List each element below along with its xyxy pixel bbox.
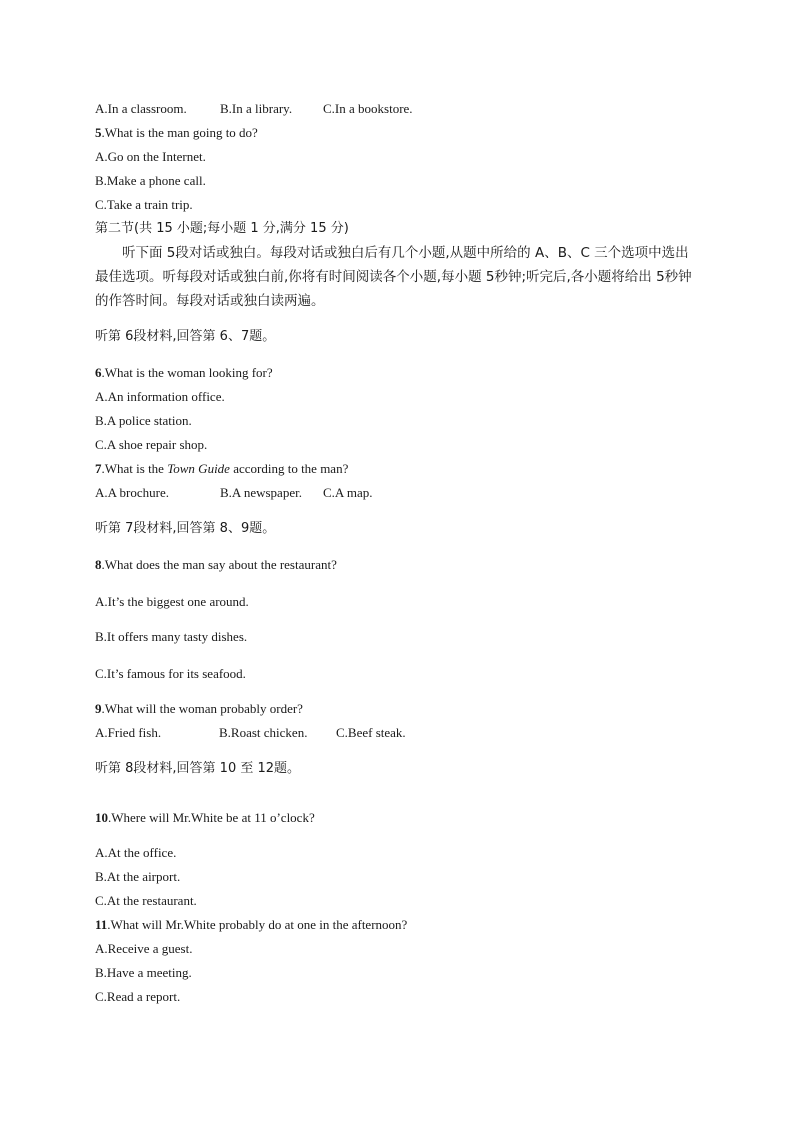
q6-option-b: B.A police station. — [95, 413, 192, 428]
q9-options — [95, 725, 406, 741]
q5-number: 5 — [95, 125, 102, 140]
q10-option-a: A.At the office. — [95, 845, 177, 860]
q8-option-b: B.It offers many tasty dishes. — [95, 629, 248, 644]
q11-text: .What will Mr.White probably do at one in the afternoon? — [107, 917, 408, 932]
q7-options — [95, 485, 372, 501]
section2-heading: 第二节(共 15 小题;每小题 1 分,满分 15 分) — [95, 221, 349, 236]
q6-text: .What is the woman looking for? — [101, 365, 273, 380]
q5-option-b: B.Make a phone call. — [95, 173, 206, 188]
q4-option-b: B.In a library. — [220, 101, 293, 116]
q4-options — [95, 101, 413, 117]
q9-question — [95, 701, 303, 717]
q7-option-b: B.A newspaper. — [220, 485, 302, 500]
material7-heading: 听第 7段材料,回答第 8、9题。 — [95, 521, 276, 536]
q7-question — [95, 461, 348, 477]
q5-question — [95, 125, 258, 141]
material6-heading: 听第 6段材料,回答第 6、7题。 — [95, 329, 276, 344]
q9-number: 9 — [95, 701, 102, 716]
q7-text-italic: Town Guide — [167, 461, 230, 476]
q7-option-a: A.A brochure. — [95, 485, 170, 500]
material8-heading: 听第 8段材料,回答第 10 至 12题。 — [95, 761, 301, 776]
q6-number: 6 — [95, 365, 102, 380]
q11-option-b: B.Have a meeting. — [95, 965, 192, 980]
q5-option-c: C.Take a train trip. — [95, 197, 193, 212]
q6-option-a: A.An information office. — [95, 389, 225, 404]
q10-question — [95, 810, 315, 826]
q8-option-a: A.It’s the biggest one around. — [95, 594, 249, 609]
q7-number: 7 — [95, 461, 102, 476]
q5-option-a: A.Go on the Internet. — [95, 149, 206, 164]
q6-question — [95, 365, 273, 381]
q9-option-b: B.Roast chicken. — [219, 725, 308, 740]
q10-option-c: C.At the restaurant. — [95, 893, 197, 908]
q10-text: .Where will Mr.White be at 11 o’clock? — [108, 810, 315, 825]
q11-question — [95, 917, 407, 933]
q9-option-c: C.Beef steak. — [336, 725, 406, 740]
q7-text-after: according to the man? — [229, 461, 349, 476]
q8-text: .What does the man say about the restaurant? — [101, 557, 337, 572]
q10-option-b: B.At the airport. — [95, 869, 181, 884]
q8-question — [95, 557, 337, 573]
q6-option-c: C.A shoe repair shop. — [95, 437, 208, 452]
q8-option-c: C.It’s famous for its seafood. — [95, 666, 246, 681]
q4-option-a: A.In a classroom. — [95, 101, 187, 116]
q4-option-c: C.In a bookstore. — [323, 101, 413, 116]
q7-option-c: C.A map. — [323, 485, 373, 500]
q11-option-c: C.Read a report. — [95, 989, 181, 1004]
section2-instructions: 听下面 5段对话或独白。每段对话或独白后有几个小题,从题中所给的 A、B、C 三个选项中选出最佳选项。听每段对话或独白前,你将有时间阅读各个小题,每小题 5秒钟;听完后,各小题将给出 5秒钟的作答时间。每段对话或独白读两遍。 — [95, 245, 692, 309]
q8-number: 8 — [95, 557, 102, 572]
q11-option-a: A.Receive a guest. — [95, 941, 193, 956]
q11-number: 11 — [95, 917, 108, 932]
q7-text-before: .What is the — [101, 461, 168, 476]
q9-text: .What will the woman probably order? — [101, 701, 303, 716]
q10-number: 10 — [95, 810, 108, 825]
q9-option-a: A.Fried fish. — [95, 725, 162, 740]
q5-text: .What is the man going to do? — [101, 125, 258, 140]
